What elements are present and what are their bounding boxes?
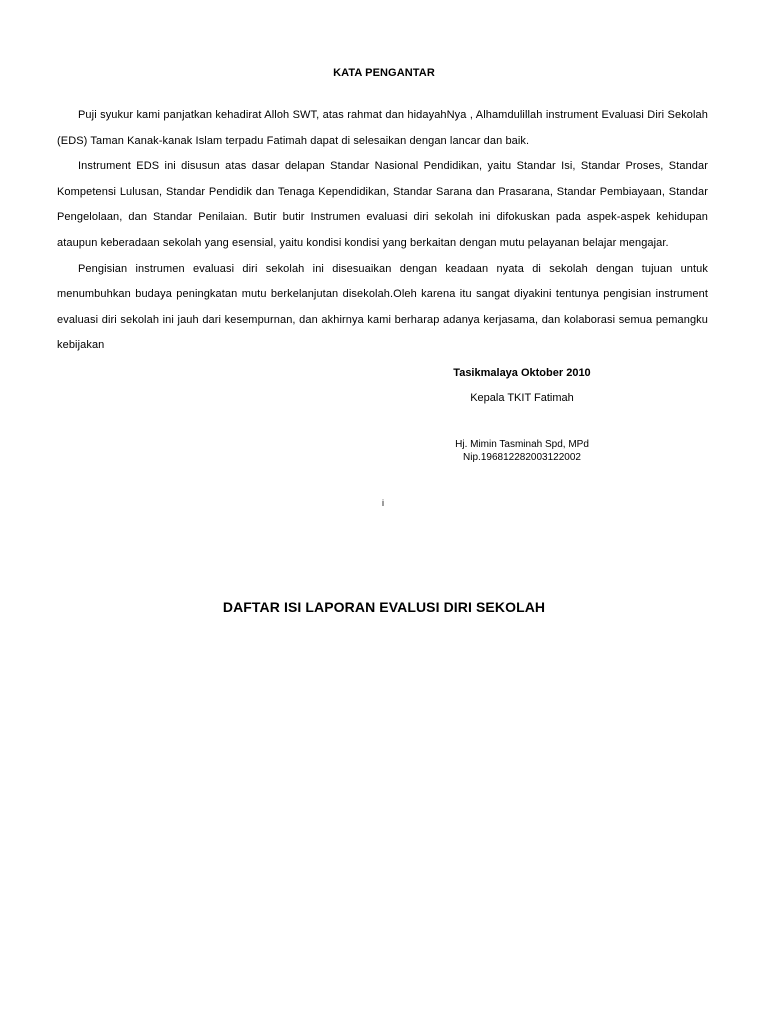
foreword-body bbox=[57, 103, 708, 359]
signature-nip: Nip.196812282003122002 bbox=[463, 452, 581, 463]
page-number: i bbox=[382, 498, 384, 508]
signature-place-date: Tasikmalaya Oktober 2010 bbox=[453, 367, 591, 379]
page-title: KATA PENGANTAR bbox=[333, 67, 435, 79]
paragraph-3: Pengisian instrumen evaluasi diri sekolah ini disesuaikan dengan keadaan nyata di sekolah dengan tujuan untuk menumbuhkan budaya peningkatan mutu berkelanjutan disekolah.Oleh karena itu sangat diyakini tentunya pengisian instrument evaluasi diri sekolah ini jauh dari kesempurnan, dan akhirnya kami berharap adanya kerjasama, dan kolaborasi semua pemangku kebijakan bbox=[57, 262, 708, 352]
signature-name: Hj. Mimin Tasminah Spd, MPd bbox=[455, 439, 589, 450]
paragraph-1: Puji syukur kami panjatkan kehadirat Alloh SWT, atas rahmat dan hidayahNya , Alhamdulillah instrument Evaluasi Diri Sekolah (EDS) Taman Kanak-kanak Islam terpadu Fatimah dapat di selesaikan dengan lancar dan baik. bbox=[57, 109, 708, 147]
next-section-title: DAFTAR ISI LAPORAN EVALUSI DIRI SEKOLAH bbox=[222, 599, 546, 615]
signature-role: Kepala TKIT Fatimah bbox=[470, 392, 574, 404]
paragraph-2: Instrument EDS ini disusun atas dasar delapan Standar Nasional Pendidikan, yaitu Standar Isi, Standar Proses, Standar Kompetensi Lulusan, Standar Pendidik dan Tenaga Kependidikan, Standar Sarana dan Prasarana, Standar Pembiayaan, Standar Pengelolaan, dan Standar Penilaian. Butir butir Instrumen evaluasi diri sekolah ini difokuskan pada aspek-aspek kehidupan ataupun keberadaan sekolah yang esensial, yaitu kondisi kondisi yang berkaitan dengan mutu pelayanan belajar mengajar. bbox=[57, 160, 708, 249]
